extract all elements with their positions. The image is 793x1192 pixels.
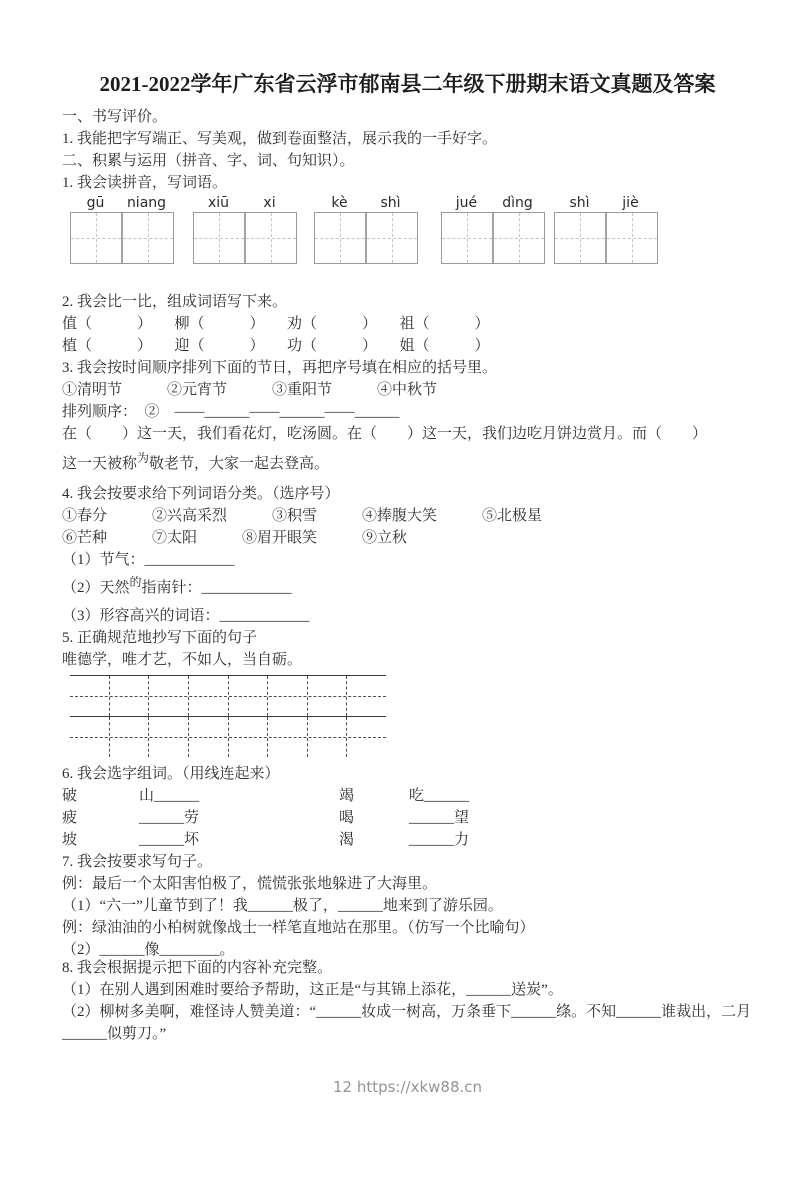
pinyin-box-row bbox=[62, 194, 753, 264]
question-6-row bbox=[62, 785, 753, 807]
section-2-heading: 二、积累与运用（拼音、字、词、句知识）。 bbox=[62, 153, 355, 169]
copybook-cell bbox=[110, 717, 150, 757]
tianzige-cell bbox=[315, 213, 365, 263]
question-5-sentence: 唯德学，唯才艺，不如人，当自砺。 bbox=[62, 652, 303, 668]
question-7-label: 7. 我会按要求写句子。 bbox=[62, 854, 213, 870]
pinyin-syllable: kè bbox=[331, 195, 348, 211]
match-left-char: 疲 bbox=[62, 810, 78, 826]
match-right-word: ______望 bbox=[409, 810, 470, 826]
sentence-2-pre: 这一天被称 bbox=[62, 456, 138, 472]
tianzige-cell bbox=[71, 213, 121, 263]
copybook-cell bbox=[229, 717, 269, 757]
tianzige-cell bbox=[492, 213, 544, 263]
question-2-row-2: 植（ ） 迎（ ） 功（ ） 姐（ ） bbox=[62, 338, 490, 354]
copybook-cell bbox=[70, 717, 110, 757]
sub-2-post: 指南针：____________ bbox=[141, 580, 292, 596]
match-right-word: 吃______ bbox=[409, 788, 470, 804]
copybook-cell bbox=[70, 676, 110, 716]
question-1-label: 1. 我会读拼音，写词语。 bbox=[62, 175, 228, 191]
question-6-label: 6. 我会选字组词。（用线连起来） bbox=[62, 766, 280, 782]
tianzige-cell bbox=[244, 213, 296, 263]
question-7-sub-2: （2）______像________。 bbox=[62, 942, 235, 958]
tianzige-pair bbox=[193, 212, 297, 264]
pinyin-word-group bbox=[314, 194, 418, 264]
pinyin-labels bbox=[441, 194, 545, 212]
question-8-sub-1: （1）在别人遇到困难时要给予帮助，这正是“与其锦上添花，______送炭”。 bbox=[62, 982, 563, 998]
tianzige-cell bbox=[442, 213, 492, 263]
question-4-sub-3: （3）形容高兴的词语：____________ bbox=[62, 608, 310, 624]
question-3-order-line: 排列顺序： ② ——______——______——______ bbox=[62, 404, 400, 420]
sentence-2-post: 敬老节，大家一起去登高。 bbox=[149, 456, 330, 472]
question-3-sentence-2 bbox=[62, 451, 753, 477]
pinyin-labels bbox=[193, 194, 297, 212]
match-right-word: ______力 bbox=[409, 832, 470, 848]
copybook-grid bbox=[70, 675, 386, 757]
pinyin-labels bbox=[314, 194, 418, 212]
question-3-label: 3. 我会按时间顺序排列下面的节日，再把序号填在相应的括号里。 bbox=[62, 360, 498, 376]
tianzige-cell bbox=[365, 213, 417, 263]
pinyin-word-group bbox=[193, 194, 297, 264]
question-3-sentence-1: 在（ ）这一天，我们看花灯，吃汤圆。在（ ）这一天，我们边吃月饼边赏月。而（ ） bbox=[62, 426, 708, 442]
question-2-row-1: 值（ ） 柳（ ） 劝（ ） 祖（ ） bbox=[62, 316, 490, 332]
pinyin-syllable: jiè bbox=[622, 195, 639, 211]
page-footer: 12 https://xkw88.cn bbox=[332, 1078, 483, 1096]
question-8-sub-2-line-2: ______似剪刀。” bbox=[62, 1026, 167, 1042]
match-left-char: 坡 bbox=[62, 832, 78, 848]
document-title: 2021-2022学年广东省云浮市郁南县二年级下册期末语文真题及答案 bbox=[99, 72, 716, 96]
question-4-label: 4. 我会按要求给下列词语分类。（选序号） bbox=[62, 486, 340, 502]
copybook-row bbox=[70, 716, 386, 757]
question-7-example-2: 例：绿油油的小柏树就像战士一样笔直地站在那里。（仿写一个比喻句） bbox=[62, 920, 535, 936]
copybook-cell bbox=[268, 676, 308, 716]
question-4-word-options-1: ①春分 ②兴高采烈 ③积雪 ④捧腹大笑 ⑤北极星 bbox=[62, 508, 543, 524]
tianzige-pair bbox=[70, 212, 174, 264]
question-6-row bbox=[62, 807, 753, 829]
pinyin-syllable: gū bbox=[86, 195, 105, 211]
exam-paper-page bbox=[0, 70, 793, 1098]
copybook-cell bbox=[189, 717, 229, 757]
pinyin-syllable: jué bbox=[455, 195, 478, 211]
sub-2-pre: （2）天然 bbox=[62, 580, 130, 596]
match-right-char: 渴 bbox=[339, 832, 355, 848]
copybook-row bbox=[70, 675, 386, 716]
tianzige-pair bbox=[554, 212, 658, 264]
pinyin-syllable: shì bbox=[380, 195, 401, 211]
copybook-cell bbox=[268, 717, 308, 757]
question-7-sub-1: （1）“六一”儿童节到了！我______极了，______地来到了游乐园。 bbox=[62, 898, 503, 914]
pinyin-syllable: dìng bbox=[502, 195, 533, 211]
copybook-cell bbox=[189, 676, 229, 716]
pinyin-syllable: xiū bbox=[207, 195, 230, 211]
question-3-festival-options: ①清明节 ②元宵节 ③重阳节 ④中秋节 bbox=[62, 382, 438, 398]
pinyin-writing-section bbox=[62, 194, 753, 264]
question-2-label: 2. 我会比一比，组成词语写下来。 bbox=[62, 294, 288, 310]
match-left-char: 破 bbox=[62, 788, 78, 804]
section-1-heading: 一、书写评价。 bbox=[62, 109, 168, 125]
copybook-cell bbox=[229, 676, 269, 716]
pinyin-word-group bbox=[70, 194, 174, 264]
question-5-label: 5. 正确规范地抄写下面的句子 bbox=[62, 630, 258, 646]
question-4-word-options-2: ⑥芒种 ⑦太阳 ⑧眉开眼笑 ⑨立秋 bbox=[62, 530, 408, 546]
tianzige-cell bbox=[194, 213, 244, 263]
pinyin-syllable: xi bbox=[263, 195, 276, 211]
pinyin-labels bbox=[554, 194, 658, 212]
match-left-word: ______劳 bbox=[139, 810, 200, 826]
match-left-word: 山______ bbox=[139, 788, 200, 804]
match-right-char: 喝 bbox=[339, 810, 355, 826]
pinyin-word-group bbox=[554, 194, 658, 264]
pinyin-labels bbox=[70, 194, 174, 212]
tianzige-cell bbox=[555, 213, 605, 263]
tianzige-pair bbox=[441, 212, 545, 264]
tianzige-pair bbox=[314, 212, 418, 264]
question-4-sub-2 bbox=[62, 575, 753, 601]
copybook-cell bbox=[308, 717, 348, 757]
tianzige-cell bbox=[605, 213, 657, 263]
pinyin-syllable: niang bbox=[126, 195, 167, 211]
copybook-cell bbox=[347, 676, 386, 716]
match-right-char: 竭 bbox=[339, 788, 355, 804]
question-7-example-1: 例：最后一个太阳害怕极了，慌慌张张地躲进了大海里。 bbox=[62, 876, 438, 892]
tianzige-cell bbox=[121, 213, 173, 263]
writing-evaluation-item: 1. 我能把字写端正、写美观，做到卷面整洁，展示我的一手好字。 bbox=[62, 131, 498, 147]
copybook-cell bbox=[308, 676, 348, 716]
question-8-sub-2-line-1: （2）柳树多美啊，难怪诗人赞美道：“______妆成一树高，万条垂下______绦。不知______谁裁出，二月 bbox=[62, 1004, 752, 1020]
pinyin-word-group bbox=[441, 194, 545, 264]
pinyin-syllable: shì bbox=[569, 195, 590, 211]
copybook-cell bbox=[149, 717, 189, 757]
copybook-cell bbox=[347, 717, 386, 757]
copybook-cell bbox=[110, 676, 150, 716]
question-4-sub-1: （1）节气：____________ bbox=[62, 552, 235, 568]
sub-2-superscript: 的 bbox=[129, 575, 142, 589]
match-left-word: ______坏 bbox=[139, 832, 200, 848]
sentence-2-superscript: 为 bbox=[137, 451, 150, 465]
copybook-cell bbox=[149, 676, 189, 716]
question-6-row bbox=[62, 829, 753, 851]
question-8-label: 8. 我会根据提示把下面的内容补充完整。 bbox=[62, 960, 333, 976]
